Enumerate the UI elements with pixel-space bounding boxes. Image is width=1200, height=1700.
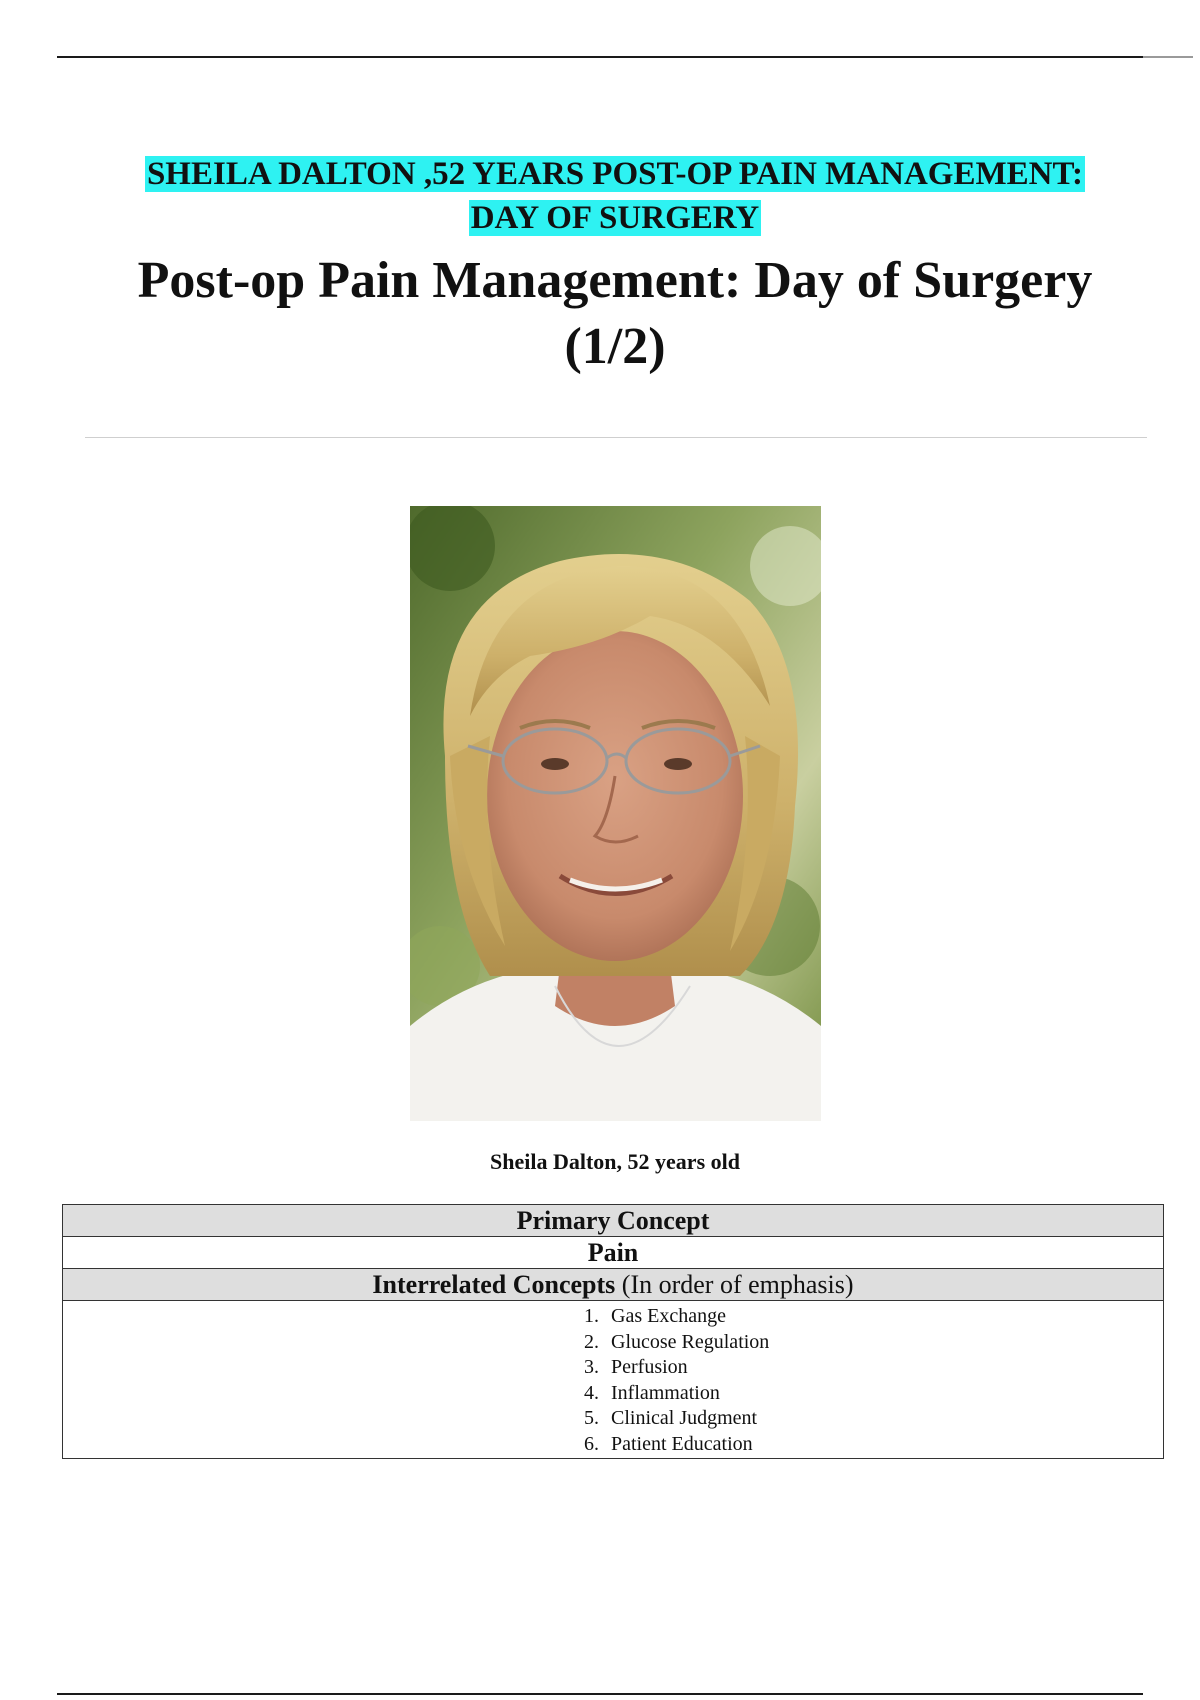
- list-item-number: 5.: [584, 1407, 599, 1429]
- page-title: [60, 248, 1170, 380]
- interrelated-concepts-note: (In order of emphasis): [615, 1270, 854, 1299]
- list-item: [563, 1330, 823, 1356]
- list-item-number: 2.: [584, 1330, 599, 1353]
- top-rule-extension: [1143, 56, 1193, 58]
- primary-concept-value-row: [63, 1237, 1163, 1269]
- list-item-label: Glucose Regulation: [611, 1330, 770, 1353]
- concept-table: [62, 1204, 1164, 1459]
- primary-concept-header-row: [63, 1205, 1163, 1237]
- banner-line-2: DAY OF SURGERY: [470, 200, 760, 236]
- page-title-line-2: (1/2): [564, 318, 666, 375]
- interrelated-concepts-list-row: [63, 1301, 1163, 1458]
- list-item-label: Perfusion: [611, 1356, 688, 1378]
- highlighted-banner-heading: [60, 152, 1170, 240]
- primary-concept-value: Pain: [587, 1238, 639, 1267]
- interrelated-concepts-header: Interrelated Concepts: [372, 1270, 616, 1299]
- list-item: [563, 1406, 823, 1432]
- interrelated-concepts-header-row: [63, 1269, 1163, 1301]
- list-item-label: Clinical Judgment: [611, 1407, 758, 1429]
- list-item: [563, 1381, 823, 1407]
- list-item: [563, 1432, 823, 1458]
- list-item-label: Inflammation: [611, 1381, 720, 1404]
- list-item-number: 3.: [584, 1356, 599, 1378]
- photo-caption: Sheila Dalton, 52 years old: [490, 1149, 740, 1174]
- list-item: [563, 1355, 823, 1381]
- page-title-line-1: Post-op Pain Management: Day of Surgery: [137, 252, 1093, 309]
- patient-photo: [410, 506, 821, 1121]
- list-item-label: Patient Education: [611, 1432, 753, 1455]
- list-item-number: 6.: [584, 1432, 599, 1455]
- interrelated-concepts-list: [563, 1301, 823, 1458]
- primary-concept-header: Primary Concept: [516, 1206, 710, 1235]
- bottom-rule: [57, 1693, 1143, 1695]
- banner-line-1: SHEILA DALTON ,52 YEARS POST-OP PAIN MANAGEMENT:: [146, 156, 1084, 192]
- section-divider: [85, 437, 1147, 438]
- list-item-number: 1.: [584, 1305, 599, 1327]
- top-rule: [57, 56, 1143, 58]
- list-item-label: Gas Exchange: [611, 1305, 726, 1327]
- list-item: [563, 1304, 823, 1330]
- list-item-number: 4.: [584, 1381, 599, 1404]
